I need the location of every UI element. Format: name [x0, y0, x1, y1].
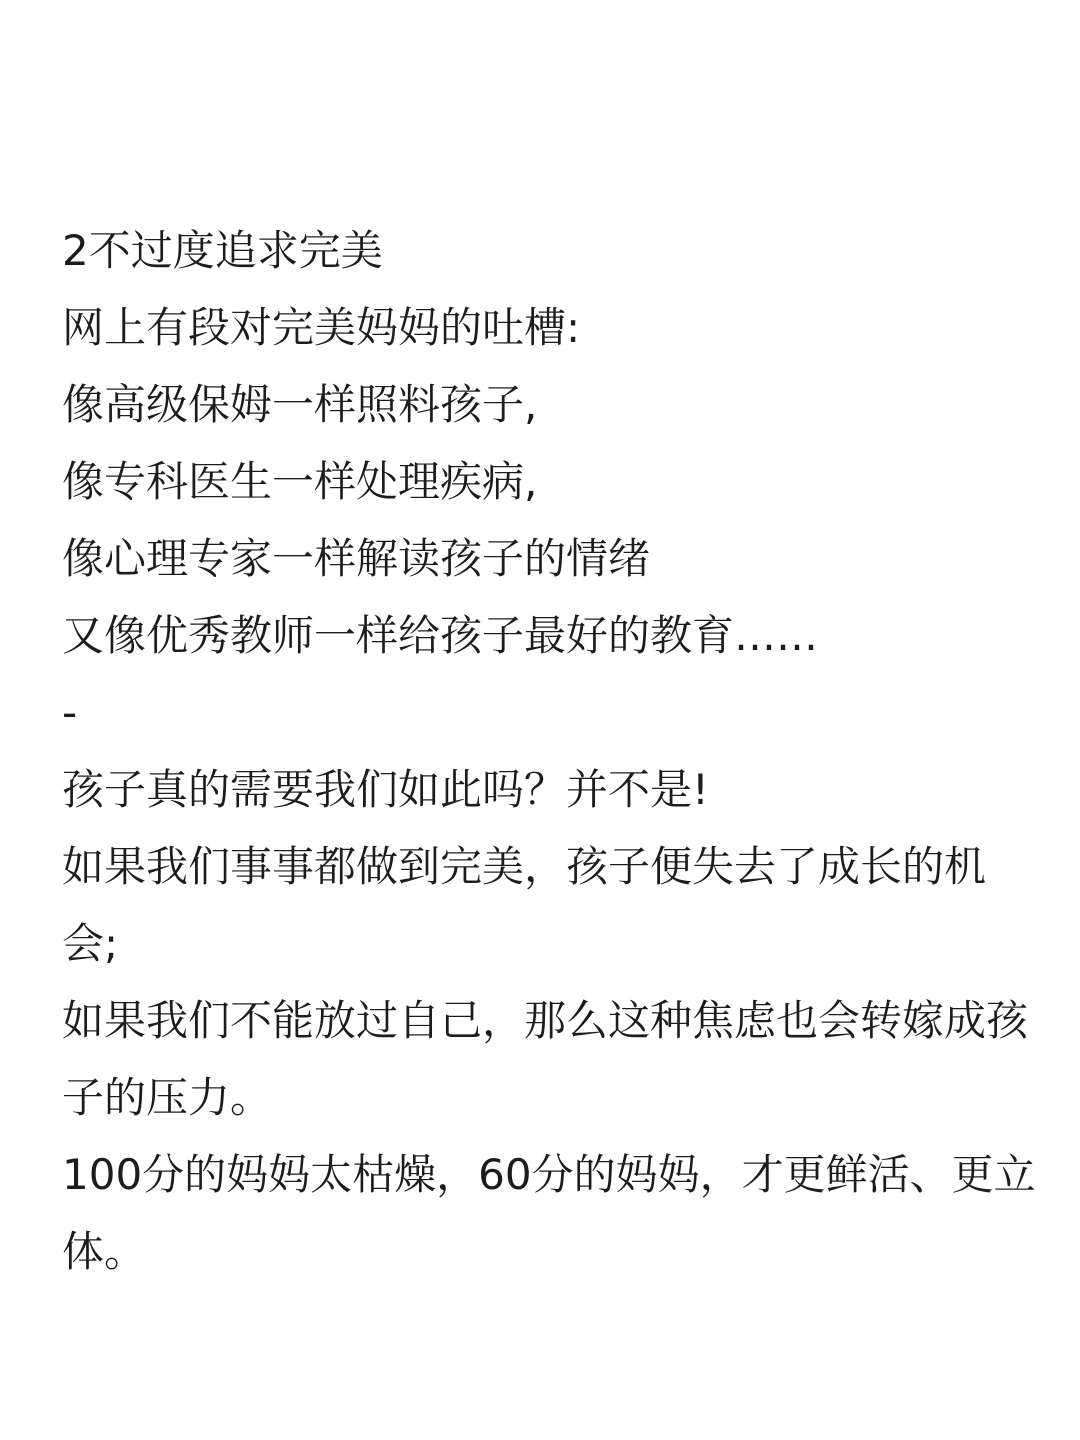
text-line: 100分的妈妈太枯燥，60分的妈妈，才更鲜活、更立: [62, 1150, 1036, 1199]
separator-dash: -: [62, 688, 78, 737]
text-line: 子的压力。: [62, 1073, 273, 1122]
text-line: 如果我们不能放过自己，那么这种焦虑也会转嫁成孩: [62, 996, 1029, 1045]
article-text: [62, 212, 1036, 1290]
text-line: 体。: [62, 1227, 147, 1276]
text-line: 像心理专家一样解读孩子的情绪: [62, 534, 651, 583]
text-line: 孩子真的需要我们如此吗？并不是!: [62, 765, 709, 814]
text-line: 网上有段对完美妈妈的吐槽:: [62, 303, 581, 352]
section-heading: 2不过度追求完美: [62, 226, 383, 275]
text-line: 会;: [62, 919, 119, 968]
text-line: 又像优秀教师一样给孩子最好的教育……: [62, 611, 819, 660]
text-line: 如果我们事事都做到完美，孩子便失去了成长的机: [62, 842, 987, 891]
text-line: 像专科医生一样处理疾病,: [62, 457, 538, 506]
text-line: 像高级保姆一样照料孩子,: [62, 380, 538, 429]
